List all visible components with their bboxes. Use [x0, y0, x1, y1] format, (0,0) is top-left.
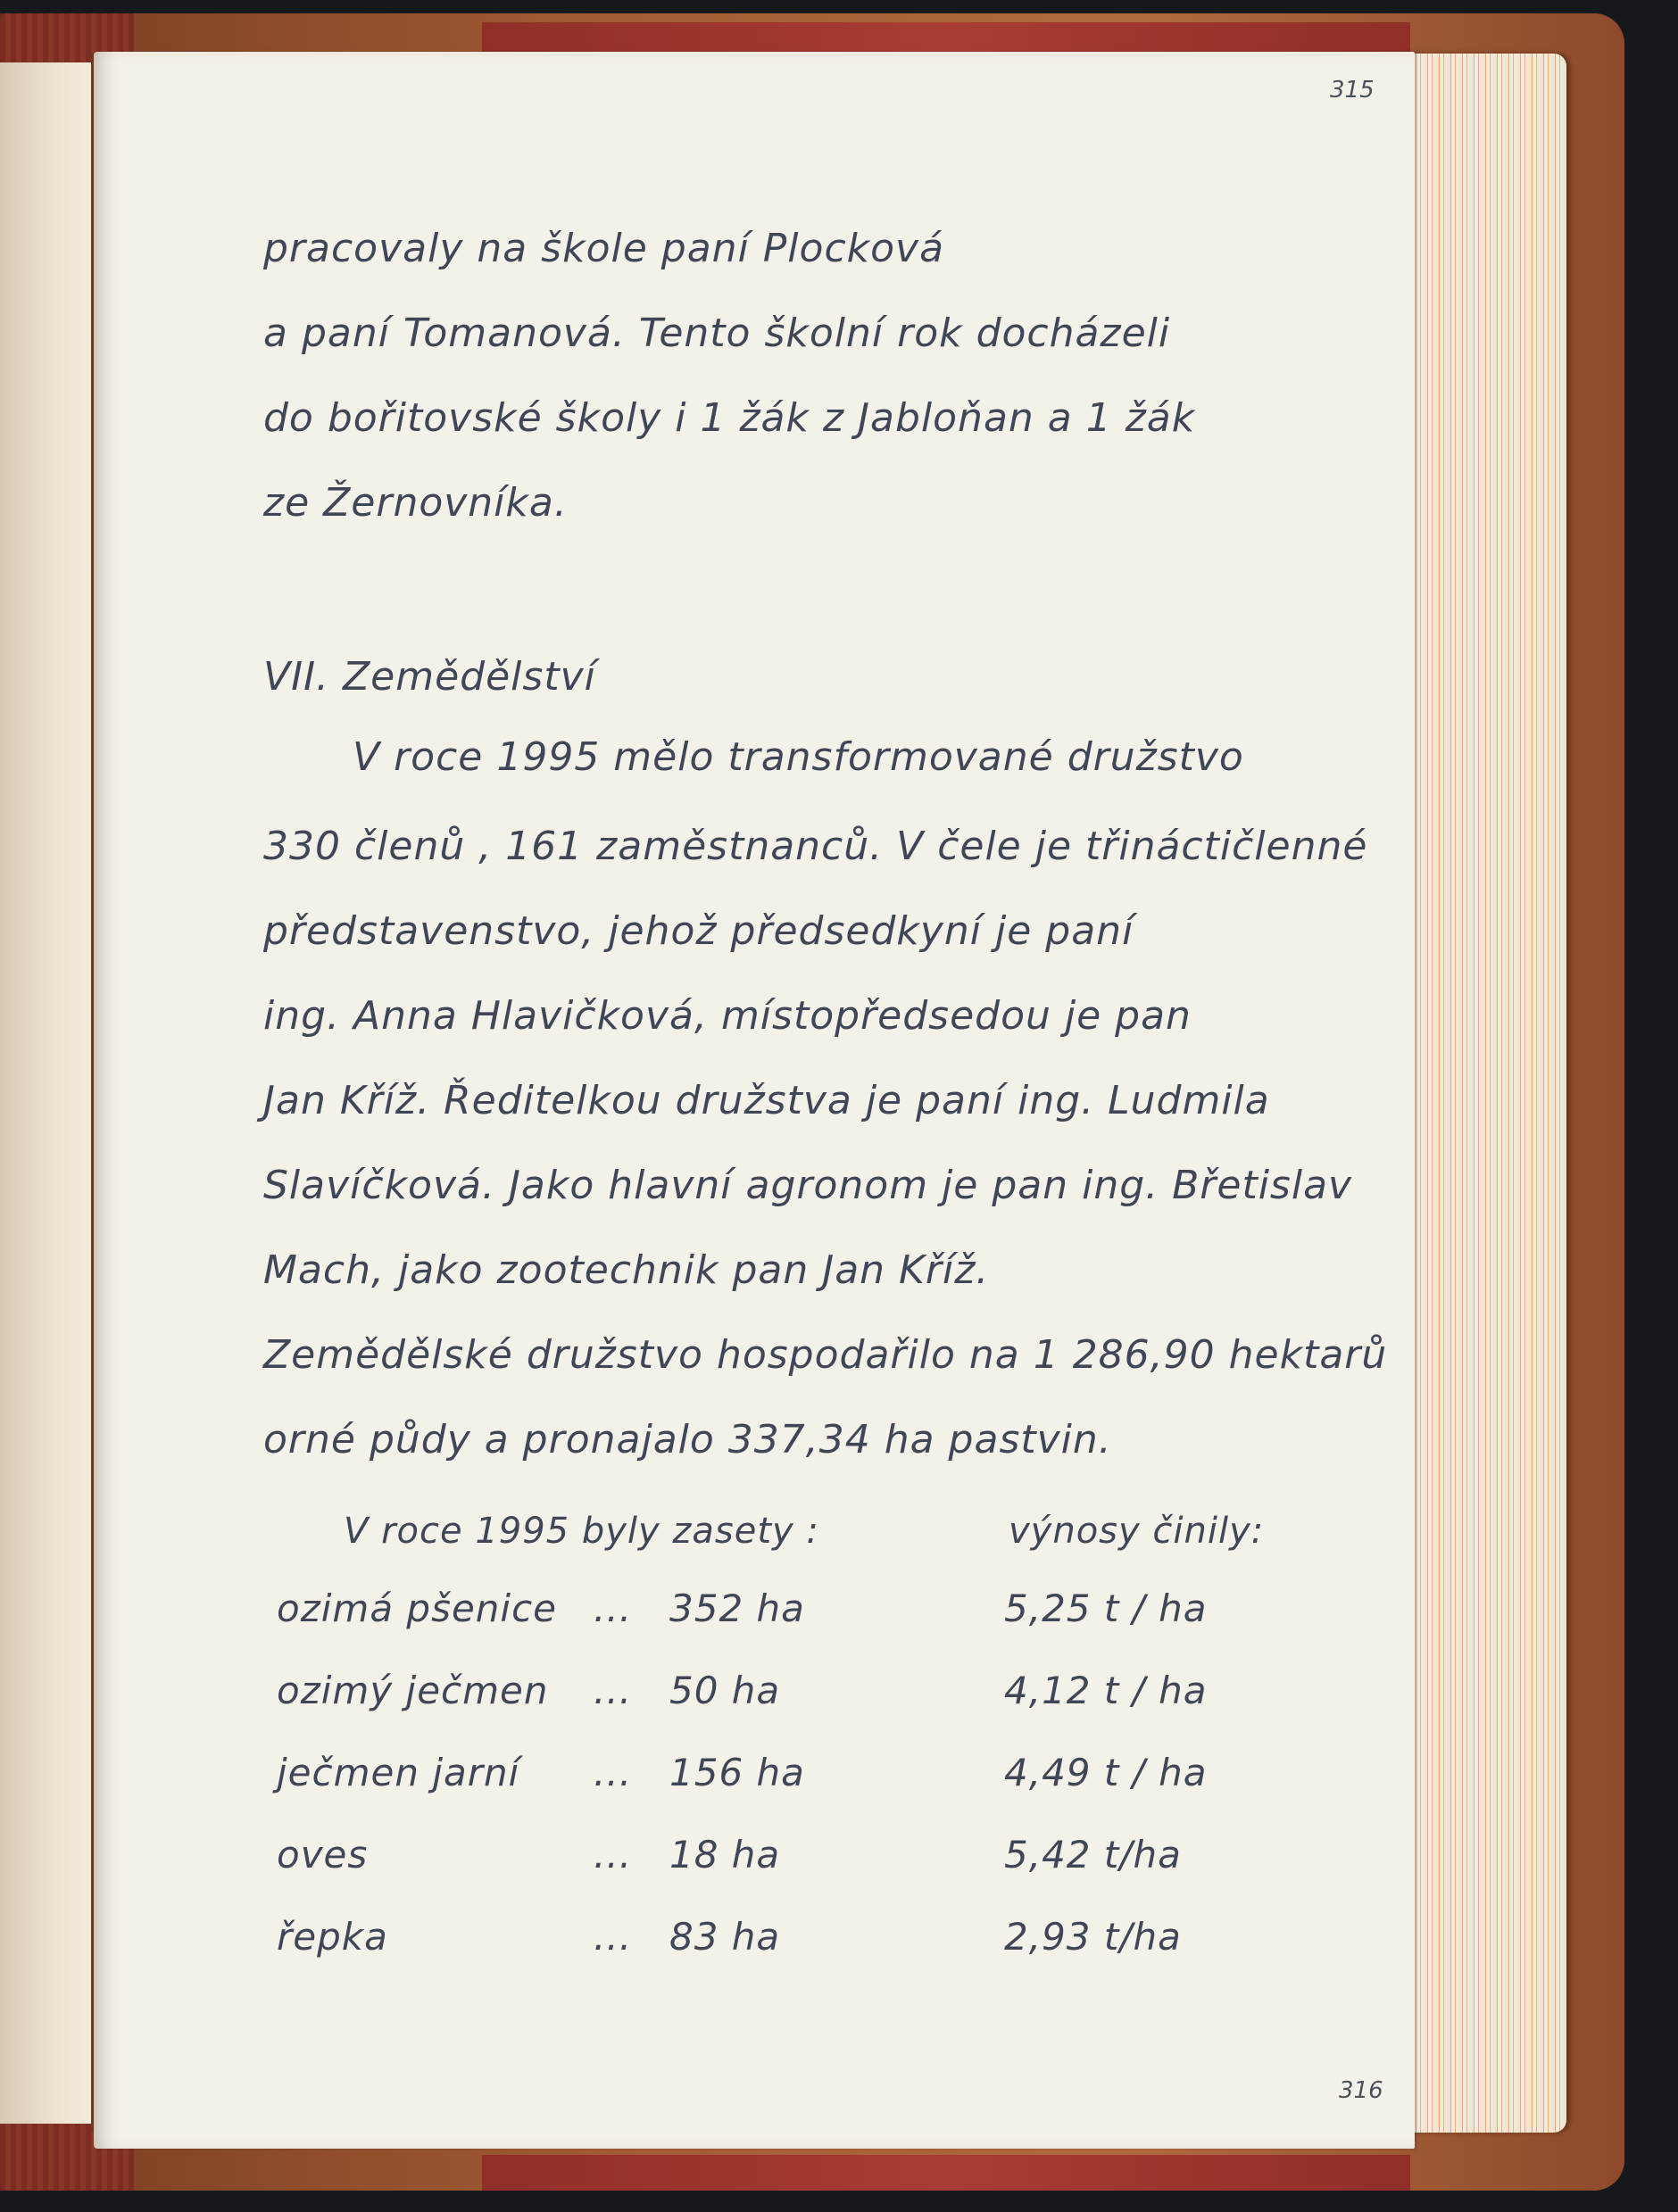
- page-block-edges: [1401, 54, 1566, 2133]
- leader-dots: ...: [594, 1915, 633, 1959]
- crop-yield: 4,12 t / ha: [1004, 1669, 1208, 1712]
- crop-name: řepka: [277, 1915, 388, 1959]
- table-row: [0, 1915, 1317, 1968]
- table-row: [0, 1751, 1317, 1804]
- table-row: [0, 1587, 1317, 1640]
- crop-yield: 5,42 t/ha: [1004, 1833, 1182, 1876]
- text-line: V roce 1995 mělo transformované družstvo: [353, 734, 1244, 780]
- table-row: [0, 1669, 1317, 1722]
- text-line: 330 členů , 161 zaměstnanců. V čele je třináctičlenné: [263, 824, 1368, 869]
- leader-dots: ...: [594, 1751, 633, 1794]
- leader-dots: ...: [594, 1587, 633, 1630]
- leader-dots: ...: [594, 1669, 633, 1712]
- text-line: ze Žernovníka.: [263, 480, 568, 526]
- page-number-bottom: 316: [1339, 2077, 1383, 2104]
- crop-name: ozimá pšenice: [277, 1587, 558, 1630]
- crop-area: 50 ha: [669, 1669, 781, 1712]
- crop-area: 156 ha: [669, 1751, 805, 1794]
- page-number-top: 315: [1330, 77, 1375, 104]
- text-line: a paní Tomanová. Tento školní rok docházeli: [263, 311, 1171, 356]
- crop-area: 18 ha: [669, 1833, 781, 1876]
- crop-yield: 4,49 t / ha: [1004, 1751, 1208, 1794]
- text-line: orné půdy a pronajalo 337,34 ha pastvin.: [263, 1417, 1112, 1462]
- crop-name: oves: [277, 1833, 369, 1876]
- section-heading: VII. Zemědělství: [263, 654, 596, 700]
- text-line: Mach, jako zootechnik pan Jan Kříž.: [263, 1247, 990, 1293]
- crop-name: ozimý ječmen: [277, 1669, 549, 1712]
- table-row: [0, 1833, 1317, 1886]
- table-header-right: výnosy činily:: [1009, 1511, 1265, 1552]
- text-line: pracovaly na škole paní Plocková: [263, 226, 945, 271]
- crop-area: 352 ha: [669, 1587, 805, 1630]
- crop-yield: 2,93 t/ha: [1004, 1915, 1182, 1959]
- crop-name: ječmen jarní: [277, 1751, 520, 1794]
- text-line: Zemědělské družstvo hospodařilo na 1 286,90 hektarů: [263, 1332, 1388, 1378]
- cover-band-bottom: [482, 2155, 1410, 2191]
- crop-area: 83 ha: [669, 1915, 781, 1959]
- text-line: do bořitovské školy i 1 žák z Jabloňan a 1 žák: [263, 395, 1196, 441]
- text-line: Jan Kříž. Ředitelkou družstva je paní ing. Ludmila: [263, 1078, 1270, 1123]
- leader-dots: ...: [594, 1833, 633, 1876]
- table-header-left: V roce 1995 byly zasety :: [344, 1511, 819, 1552]
- text-line: Slavíčková. Jako hlavní agronom je pan ing. Břetislav: [263, 1163, 1353, 1208]
- crop-table: [0, 1587, 1317, 1961]
- text-line: ing. Anna Hlavičková, místopředsedou je pan: [263, 993, 1192, 1039]
- crop-yield: 5,25 t / ha: [1004, 1587, 1208, 1630]
- manuscript-page: [94, 52, 1415, 2149]
- text-line: představenstvo, jehož předsedkyní je paní: [263, 908, 1134, 954]
